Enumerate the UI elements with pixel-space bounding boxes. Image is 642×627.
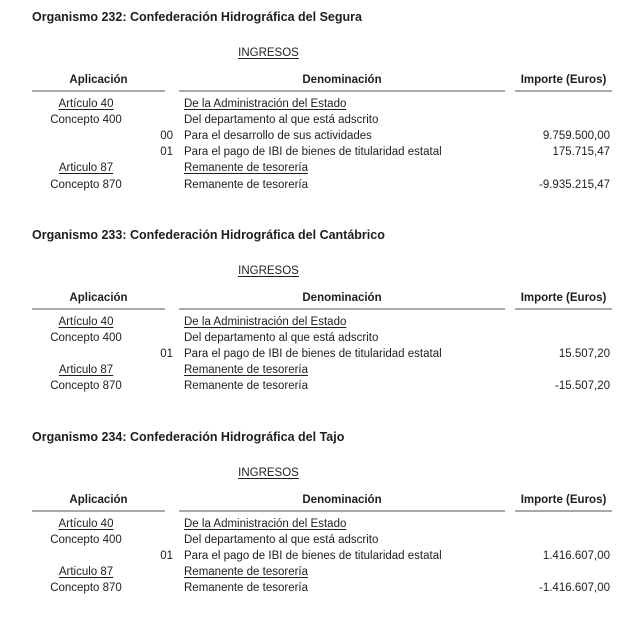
table-row — [32, 330, 612, 346]
subconcepto-code — [145, 162, 179, 175]
section-title: Organismo 232: Confederación Hidrográfica del Segura — [32, 10, 362, 24]
column-header-denominacion: Denominación — [179, 74, 505, 92]
aplicacion-cell — [32, 179, 140, 192]
importe-cell: -9.935.215,47 — [539, 178, 610, 191]
denominacion-cell — [184, 316, 510, 329]
importe-cell: -15.507,20 — [555, 380, 610, 393]
table-row — [32, 532, 612, 548]
importe-cell: 15.507,20 — [558, 348, 610, 361]
aplicacion-label: Articulo 87 — [58, 162, 114, 175]
aplicacion-cell — [32, 364, 140, 377]
importe-cell — [515, 518, 612, 531]
table-row — [32, 548, 612, 564]
organismo-section-233 — [32, 229, 612, 395]
aplicacion-cell — [32, 130, 140, 143]
importe-cell — [515, 534, 612, 547]
subconcepto-code: 01 — [160, 550, 173, 563]
importe-cell: 1.416.607,00 — [542, 550, 610, 563]
importe-cell — [515, 114, 612, 127]
aplicacion-label: Concepto 400 — [50, 533, 122, 546]
column-header-importe: Importe (Euros) — [515, 292, 612, 310]
aplicacion-cell — [32, 316, 140, 329]
denominacion-label: Remanente de tesorería — [184, 162, 309, 175]
denominacion-cell — [184, 114, 510, 127]
aplicacion-cell — [32, 550, 140, 563]
denominacion-cell — [184, 582, 510, 595]
aplicacion-label: Concepto 400 — [50, 331, 122, 344]
denominacion-label: Remanente de tesorería — [184, 364, 309, 377]
aplicacion-label: Articulo 87 — [58, 566, 114, 579]
column-header-aplicacion: Aplicación — [32, 292, 165, 310]
table-row — [32, 128, 612, 144]
ingresos-heading-wrap — [32, 261, 505, 279]
importe-cell — [515, 162, 612, 175]
denominacion-label: De la Administración del Estado — [184, 315, 347, 328]
organismo-section-234 — [32, 431, 612, 597]
organismo-section-232 — [32, 11, 612, 193]
ingresos-heading-wrap — [32, 43, 505, 61]
aplicacion-cell — [32, 566, 140, 579]
importe-cell: 175.715,47 — [552, 146, 610, 159]
table-row — [32, 112, 612, 128]
table-row — [32, 96, 612, 112]
denominacion-cell — [184, 348, 510, 361]
subconcepto-code — [145, 179, 179, 192]
subconcepto-code — [145, 534, 179, 547]
subconcepto-code — [145, 98, 179, 111]
column-header-importe: Importe (Euros) — [515, 494, 612, 512]
column-header-aplicacion: Aplicación — [32, 74, 165, 92]
subconcepto-code — [145, 566, 179, 579]
subconcepto-code — [145, 518, 179, 531]
denominacion-cell — [184, 534, 510, 547]
aplicacion-label: Concepto 870 — [50, 178, 122, 191]
subconcepto-code: 01 — [160, 146, 173, 159]
importe-cell: -1.416.607,00 — [539, 582, 610, 595]
column-header-denominacion: Denominación — [179, 494, 505, 512]
section-title: Organismo 234: Confederación Hidrográfica del Tajo — [32, 430, 345, 445]
subconcepto-code — [145, 364, 179, 377]
denominacion-label: Remanente de tesorería — [184, 582, 309, 595]
denominacion-label: Para el pago de IBI de bienes de titularidad estatal — [184, 550, 442, 563]
table-row — [32, 379, 612, 395]
table-body — [32, 516, 612, 597]
table-row — [32, 145, 612, 161]
denominacion-label: Para el pago de IBI de bienes de titularidad estatal — [184, 348, 442, 361]
denominacion-cell — [184, 130, 510, 143]
subconcepto-code: 01 — [160, 348, 173, 361]
denominacion-cell — [184, 179, 510, 192]
ingresos-heading-wrap — [32, 463, 505, 481]
table-row — [32, 314, 612, 330]
denominacion-cell — [184, 550, 510, 563]
subconcepto-code — [145, 332, 179, 345]
importe-cell: 9.759.500,00 — [542, 129, 610, 142]
subconcepto-code — [145, 380, 179, 393]
table-header-row — [32, 494, 612, 512]
denominacion-cell — [184, 380, 510, 393]
table-body — [32, 96, 612, 193]
denominacion-cell — [184, 518, 510, 531]
importe-cell — [515, 316, 612, 329]
ingresos-heading: INGRESOS — [238, 265, 299, 278]
denominacion-label: Remanente de tesorería — [184, 380, 309, 393]
denominacion-cell — [184, 566, 510, 579]
denominacion-label: Remanente de tesorería — [184, 178, 309, 191]
denominacion-cell — [184, 162, 510, 175]
table-row — [32, 516, 612, 532]
denominacion-cell — [184, 332, 510, 345]
importe-cell — [515, 98, 612, 111]
aplicacion-label: Artículo 40 — [58, 517, 114, 530]
table-row — [32, 161, 612, 177]
aplicacion-cell — [32, 98, 140, 111]
aplicacion-label: Concepto 870 — [50, 380, 122, 393]
section-title: Organismo 233: Confederación Hidrográfica del Cantábrico — [32, 228, 385, 243]
table-header-row — [32, 292, 612, 310]
subconcepto-code: 00 — [160, 129, 173, 142]
aplicacion-cell — [32, 114, 140, 127]
importe-cell — [515, 566, 612, 579]
aplicacion-cell — [32, 582, 140, 595]
ingresos-heading: INGRESOS — [238, 47, 299, 59]
aplicacion-cell — [32, 534, 140, 547]
denominacion-label: Del departamento al que está adscrito — [184, 533, 379, 546]
column-header-denominacion: Denominación — [179, 292, 505, 310]
table-header-row — [32, 74, 612, 92]
aplicacion-cell — [32, 332, 140, 345]
importe-cell — [515, 332, 612, 345]
denominacion-cell — [184, 364, 510, 377]
aplicacion-label: Artículo 40 — [58, 315, 114, 328]
importe-cell — [515, 364, 612, 377]
table-row — [32, 581, 612, 597]
denominacion-label: Del departamento al que está adscrito — [184, 113, 379, 126]
subconcepto-code — [145, 582, 179, 595]
aplicacion-cell — [32, 162, 140, 175]
aplicacion-label: Concepto 870 — [50, 582, 122, 595]
aplicacion-cell — [32, 518, 140, 531]
denominacion-label: De la Administración del Estado — [184, 517, 347, 530]
table-row — [32, 565, 612, 581]
denominacion-cell — [184, 98, 510, 111]
column-header-importe: Importe (Euros) — [515, 74, 612, 92]
table-row — [32, 177, 612, 193]
denominacion-label: Del departamento al que está adscrito — [184, 331, 379, 344]
table-row — [32, 363, 612, 379]
denominacion-label: Remanente de tesorería — [184, 566, 309, 579]
aplicacion-label: Artículo 40 — [58, 97, 114, 110]
aplicacion-cell — [32, 146, 140, 159]
table-body — [32, 314, 612, 395]
denominacion-label: Para el pago de IBI de bienes de titularidad estatal — [184, 146, 442, 159]
denominacion-cell — [184, 146, 510, 159]
aplicacion-label: Articulo 87 — [58, 364, 114, 377]
subconcepto-code — [145, 114, 179, 127]
subconcepto-code — [145, 316, 179, 329]
column-header-aplicacion: Aplicación — [32, 494, 165, 512]
aplicacion-label: Concepto 400 — [50, 113, 122, 126]
denominacion-label: De la Administración del Estado — [184, 97, 347, 110]
denominacion-label: Para el desarrollo de sus actividades — [184, 129, 372, 142]
aplicacion-cell — [32, 380, 140, 393]
ingresos-heading: INGRESOS — [238, 467, 299, 480]
aplicacion-cell — [32, 348, 140, 361]
table-row — [32, 347, 612, 363]
